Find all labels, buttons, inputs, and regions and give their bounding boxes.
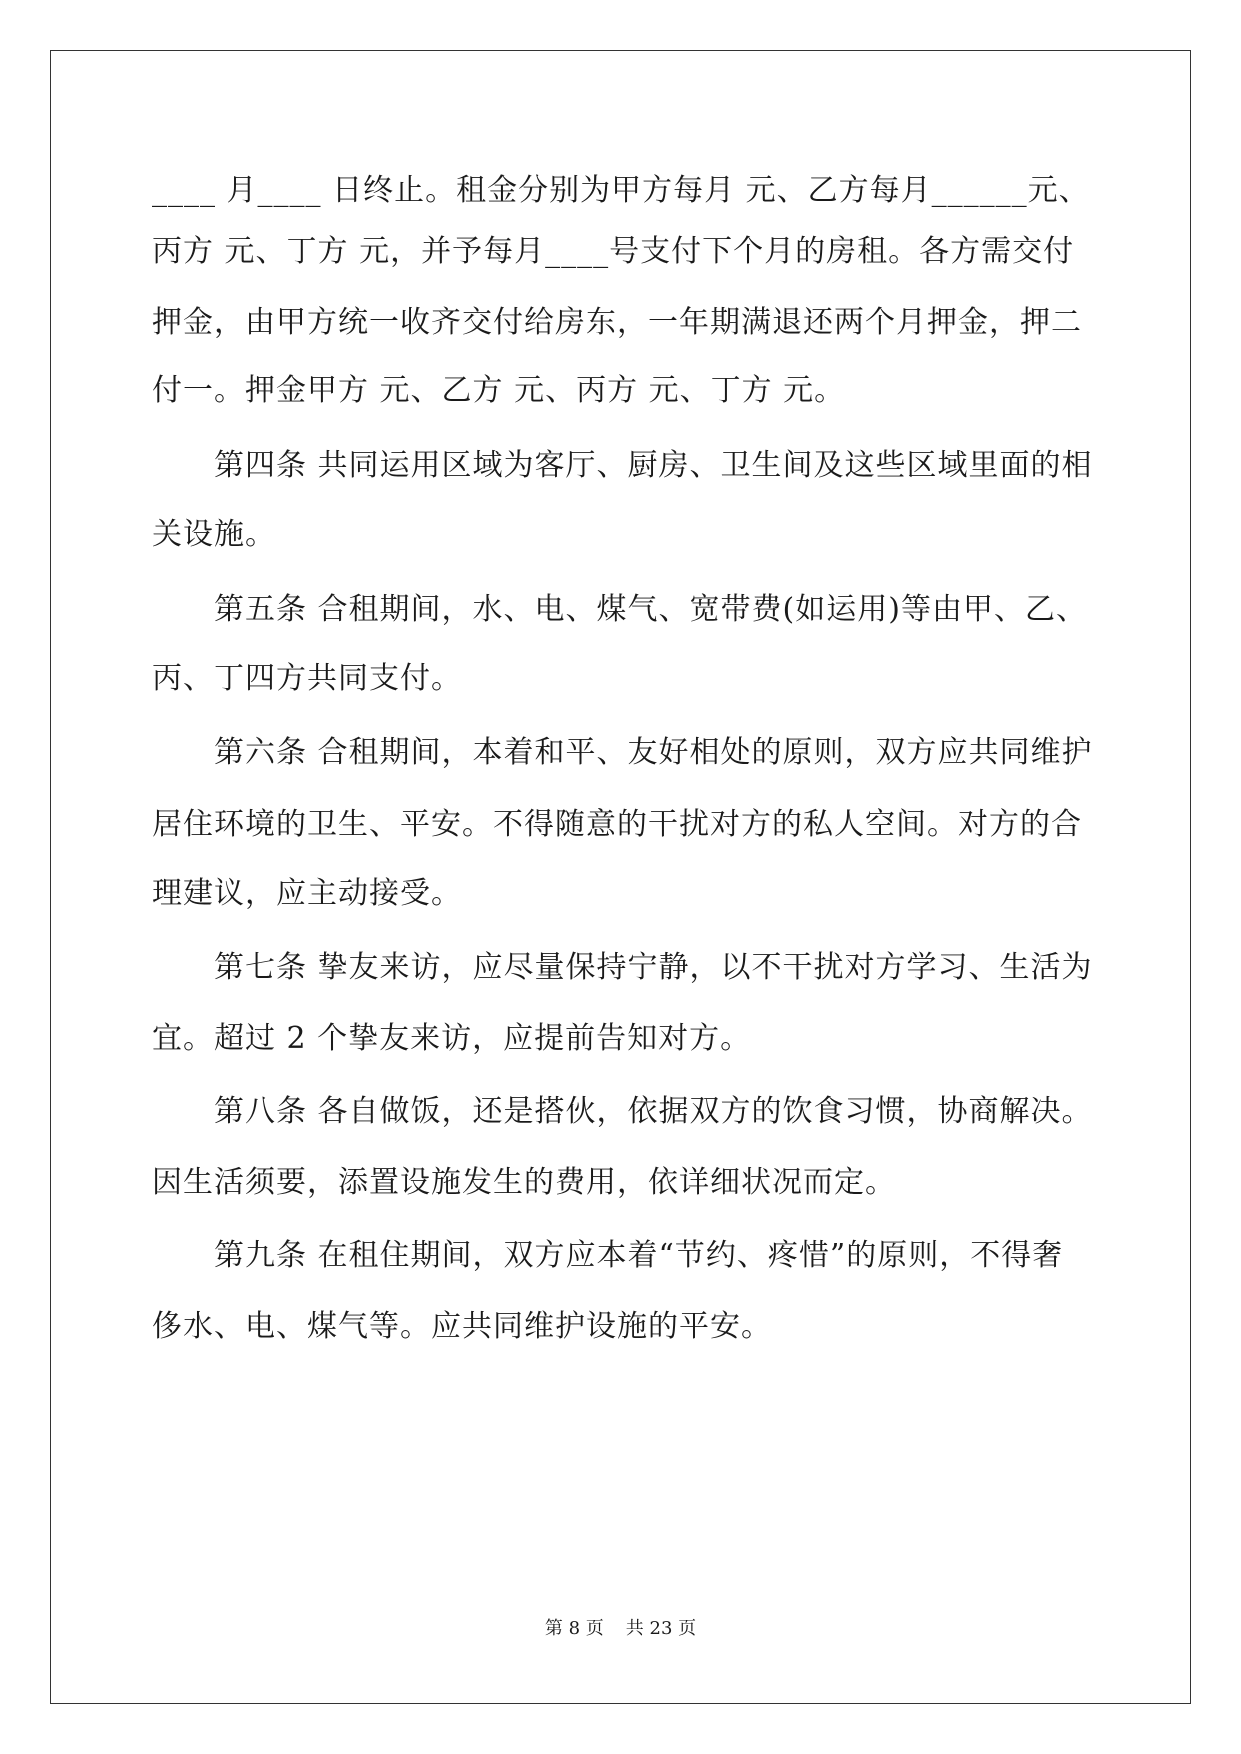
article-7-line: 第七条 挚友来访，应尽量保持宁静，以不干扰对方学习、生活为	[214, 950, 1093, 985]
page-number: 第 8 页	[544, 1618, 604, 1639]
body-line: 理建议，应主动接受。	[152, 876, 462, 911]
body-line: 关设施。	[152, 517, 276, 552]
body-line: 宜。超过 2 个挚友来访，应提前告知对方。	[152, 1021, 752, 1056]
body-line: 因生活须要，添置设施发生的费用，依详细状况而定。	[152, 1165, 896, 1200]
article-8-line: 第八条 各自做饭，还是搭伙，依据双方的饮食习惯，协商解决。	[214, 1094, 1093, 1129]
body-line: ____ 月____ 日终止。租金分别为甲方每月 元、乙方每月______元、	[152, 173, 1090, 208]
body-line: 侈水、电、煤气等。应共同维护设施的平安。	[152, 1309, 772, 1344]
page-total: 共 23 页	[625, 1618, 697, 1639]
article-5-line: 第五条 合租期间，水、电、煤气、宽带费(如运用)等由甲、乙、	[214, 592, 1087, 627]
body-line: 押金，由甲方统一收齐交付给房东，一年期满退还两个月押金，押二	[152, 305, 1082, 340]
page-footer	[0, 1617, 1241, 1641]
body-line: 丙、丁四方共同支付。	[152, 661, 462, 696]
body-line: 居住环境的卫生、平安。不得随意的干扰对方的私人空间。对方的合	[152, 807, 1082, 842]
body-line: 丙方 元、丁方 元，并予每月____号支付下个月的房租。各方需交付	[152, 234, 1075, 269]
article-6-line: 第六条 合租期间，本着和平、友好相处的原则，双方应共同维护	[214, 735, 1093, 770]
body-line: 付一。押金甲方 元、乙方 元、丙方 元、丁方 元。	[152, 373, 846, 408]
article-4-line: 第四条 共同运用区域为客厅、厨房、卫生间及这些区域里面的相	[214, 448, 1093, 483]
article-9-line: 第九条 在租住期间，双方应本着“节约、疼惜”的原则，不得奢	[214, 1238, 1064, 1273]
